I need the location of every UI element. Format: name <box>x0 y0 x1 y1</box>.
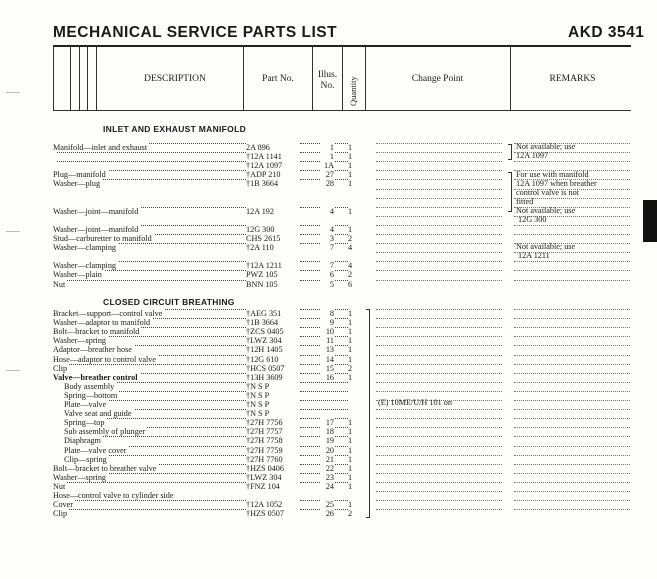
quantity: 1 <box>348 143 353 152</box>
part-number: †FNZ 104 <box>246 481 280 491</box>
table-row <box>0 161 657 170</box>
quantity: 2 <box>348 363 353 373</box>
remarks-line <box>514 327 630 328</box>
remarks-line <box>514 436 630 437</box>
part-number: †27H 7757 <box>246 427 283 437</box>
table-row <box>0 252 657 261</box>
part-number: †12A 1052 <box>246 500 283 510</box>
remark-bracket <box>508 144 512 160</box>
header-illus-line2: No. <box>320 81 335 91</box>
remarks-line <box>514 509 630 510</box>
change-point-line <box>376 161 502 162</box>
illustration-number: 11 <box>320 336 334 345</box>
part-number: †HCS 0507 <box>246 363 285 373</box>
change-point-line <box>376 509 502 510</box>
illustration-number: 4 <box>320 207 334 216</box>
quantity: 1 <box>348 454 353 464</box>
part-number: †N S P <box>246 400 270 409</box>
section-tab <box>643 200 657 242</box>
part-number: 2A 896 <box>246 143 270 152</box>
part-description: Hose—control valve to cylinder side <box>53 491 174 500</box>
remark-text: Not available; use <box>516 242 576 251</box>
remarks-line <box>514 225 630 226</box>
part-description: Sub assembly of plunger <box>64 427 146 437</box>
remarks-line <box>514 391 630 392</box>
part-number: †27H 7760 <box>246 454 283 464</box>
part-number: †LWZ 304 <box>246 472 282 482</box>
part-description: Plate—valve <box>64 400 107 409</box>
section-heading: INLET AND EXHAUST MANIFOLD <box>103 124 247 134</box>
illustration-number: 19 <box>320 436 334 445</box>
part-description: Bracket—support—control valve <box>53 309 163 318</box>
quantity: 1 <box>348 500 353 510</box>
change-point-line <box>376 436 502 437</box>
part-description: Valve seat and guide <box>64 409 132 419</box>
part-description: Washer—joint—manifold <box>53 224 139 234</box>
part-number: †ZCS 0405 <box>246 327 284 337</box>
illustration-number: 4 <box>320 225 334 234</box>
part-description: Washer—adaptor to manifold <box>53 318 151 328</box>
remarks-line <box>514 482 630 483</box>
part-description: Washer—clamping <box>53 243 117 253</box>
table-row <box>0 464 657 473</box>
table-row <box>0 355 657 364</box>
remarks-line <box>514 473 630 474</box>
part-number: †27H 7759 <box>246 445 283 455</box>
table-row <box>0 436 657 445</box>
dot-leader <box>57 482 246 483</box>
remarks-line <box>514 355 630 356</box>
change-point-line <box>376 473 502 474</box>
part-number: †2A 110 <box>246 243 274 253</box>
quantity: 1 <box>348 309 353 318</box>
part-description: Valve—breather control <box>53 372 138 382</box>
change-point-line <box>376 464 502 465</box>
quantity: 1 <box>348 206 353 216</box>
table-row <box>0 364 657 373</box>
quantity: 1 <box>348 472 353 482</box>
quantity: 6 <box>348 279 353 289</box>
illustration-number: 17 <box>320 418 334 427</box>
dot-leader <box>57 500 246 501</box>
table-row <box>0 427 657 436</box>
change-point-line <box>376 243 502 244</box>
part-description: Plug—manifold <box>53 170 106 180</box>
table-row <box>0 327 657 336</box>
section-heading: CLOSED CIRCUIT BREATHING <box>103 297 235 307</box>
quantity: 1 <box>348 463 353 473</box>
part-number: CHS 2615 <box>246 234 281 243</box>
remarks-line <box>514 345 630 346</box>
remarks-line <box>514 427 630 428</box>
table-row <box>0 446 657 455</box>
change-point-line <box>376 225 502 226</box>
illustration-number: 10 <box>320 327 334 336</box>
illustration-number: 1 <box>320 143 334 152</box>
part-number: †LWZ 304 <box>246 336 282 346</box>
remark-text: For use with manifold <box>516 170 589 179</box>
remark-text: 12A 1097 <box>516 151 549 160</box>
part-number: †N S P <box>246 409 270 419</box>
part-description: Spring—top <box>64 418 105 428</box>
illustration-number: 28 <box>320 179 334 188</box>
dot-leader <box>300 409 348 410</box>
illustration-number: 27 <box>320 170 334 179</box>
part-description: Hose—adaptor to control valve <box>53 354 156 364</box>
change-point-line <box>376 336 502 337</box>
table-row <box>0 382 657 391</box>
header-divider <box>96 47 97 110</box>
table-row <box>0 216 657 225</box>
header-divider <box>365 47 366 110</box>
illustration-number: 18 <box>320 427 334 436</box>
part-number: †12A 1141 <box>246 152 282 162</box>
table-row <box>0 509 657 518</box>
part-description: Stud—carburetter to manifold <box>53 234 152 243</box>
header-divider <box>70 47 71 110</box>
quantity: 4 <box>348 261 353 271</box>
part-description: Nut <box>53 279 66 289</box>
part-number: BNN 105 <box>246 279 278 289</box>
part-description: Bolt—bracket to breather valve <box>53 463 157 473</box>
change-point-text: (E) 10ME/U/H 101 on <box>378 398 452 407</box>
remarks-line <box>514 500 630 501</box>
change-point-line <box>376 491 502 492</box>
part-description: Clip <box>53 509 68 519</box>
change-point-line <box>376 364 502 365</box>
page-title: MECHANICAL SERVICE PARTS LIST <box>53 24 338 41</box>
change-point-line <box>376 409 502 410</box>
change-point-line <box>376 355 502 356</box>
header-divider <box>243 47 244 110</box>
remarks-line <box>514 373 630 374</box>
dot-leader <box>57 509 246 510</box>
remark-bracket <box>508 172 512 212</box>
quantity: 1 <box>348 354 353 364</box>
part-description: Manifold—inlet and exhaust <box>53 143 148 152</box>
remark-text: 12A 1097 when breather <box>516 179 597 188</box>
remarks-line <box>514 261 630 262</box>
header-description: DESCRIPTION <box>144 74 206 84</box>
dot-leader <box>300 382 348 383</box>
change-point-line <box>376 418 502 419</box>
part-description: Clip—spring <box>64 454 107 464</box>
part-number: †12A 1211 <box>246 261 282 271</box>
quantity: 1 <box>348 318 353 328</box>
remarks-line <box>514 464 630 465</box>
illustration-number: 8 <box>320 309 334 318</box>
change-point-line <box>376 327 502 328</box>
quantity: 1 <box>348 224 353 234</box>
change-point-line <box>376 391 502 392</box>
part-description: Nut <box>53 481 66 491</box>
remarks-line <box>514 270 630 271</box>
change-point-line <box>376 309 502 310</box>
part-number: †13H 3609 <box>246 372 283 382</box>
remark-text: fitted <box>516 197 534 206</box>
remark-text: Not available; use <box>516 142 576 151</box>
quantity: 1 <box>348 345 353 355</box>
illustration-number: 7 <box>320 243 334 252</box>
remark-text: 12G 300 <box>518 215 547 224</box>
header-bottom-rule <box>53 110 631 111</box>
change-point-line <box>376 482 502 483</box>
dot-leader <box>57 152 246 153</box>
part-description: Washer—clamping <box>53 261 117 271</box>
header-divider <box>510 47 511 110</box>
remark-text: 12A 1211 <box>518 251 550 260</box>
part-description: Adaptor—breather hose <box>53 345 132 355</box>
table-row <box>0 391 657 400</box>
part-description: Cover <box>53 500 74 510</box>
change-point-line <box>376 198 502 199</box>
table-row <box>0 473 657 482</box>
part-description: Body assembly <box>64 381 115 391</box>
table-row <box>0 152 657 161</box>
header-divider <box>87 47 88 110</box>
table-row <box>0 225 657 234</box>
part-number: †N S P <box>246 390 270 400</box>
change-point-line <box>376 500 502 501</box>
change-point-line <box>376 179 502 180</box>
illustration-number: 13 <box>320 345 334 354</box>
dot-leader <box>57 280 246 281</box>
remarks-line <box>514 318 630 319</box>
change-point-line <box>376 261 502 262</box>
illustration-number: 23 <box>320 473 334 482</box>
table-row <box>0 373 657 382</box>
table-row <box>0 261 657 270</box>
change-point-line <box>376 373 502 374</box>
remarks-line <box>514 400 630 401</box>
illustration-number: 26 <box>320 509 334 518</box>
table-row <box>0 345 657 354</box>
illustration-number: 15 <box>320 364 334 373</box>
illustration-number: 14 <box>320 355 334 364</box>
remarks-line <box>514 446 630 447</box>
illustration-number: 1A <box>320 161 334 170</box>
remark-text: Not available; use <box>516 206 576 215</box>
remark-text: control valve is not <box>516 188 579 197</box>
header-illus-no <box>313 70 342 92</box>
part-number: †N S P <box>246 381 270 391</box>
table-row <box>0 318 657 327</box>
part-number: †27H 7758 <box>246 436 283 446</box>
change-point-line <box>376 318 502 319</box>
quantity: 2 <box>348 270 353 280</box>
illustration-number: 20 <box>320 446 334 455</box>
part-description: Washer—plug <box>53 179 101 189</box>
quantity: 1 <box>348 170 353 180</box>
part-description: Washer—plain <box>53 270 102 280</box>
quantity: 1 <box>348 481 353 491</box>
part-number: †HZS 0406 <box>246 463 284 473</box>
part-number: PWZ 105 <box>246 270 278 280</box>
part-number: †AEG 351 <box>246 309 282 318</box>
change-point-line <box>376 455 502 456</box>
part-number: †12G 610 <box>246 354 279 364</box>
quantity: 1 <box>348 152 353 162</box>
remarks-line <box>514 455 630 456</box>
part-number: †27H 7756 <box>246 418 283 428</box>
illustration-number: 24 <box>320 482 334 491</box>
dot-leader <box>300 391 348 392</box>
table-row <box>0 418 657 427</box>
part-number: †1B 3664 <box>246 318 279 328</box>
illustration-number: 25 <box>320 500 334 509</box>
document-code: AKD 3541 <box>568 24 645 41</box>
quantity: 1 <box>348 427 353 437</box>
part-description: Clip <box>53 363 68 373</box>
change-point-line <box>376 170 502 171</box>
change-point-line <box>376 143 502 144</box>
change-point-line <box>376 280 502 281</box>
remarks-line <box>514 161 630 162</box>
part-number: †12A 1097 <box>246 161 283 171</box>
dot-leader <box>300 400 348 401</box>
header-divider <box>53 47 54 110</box>
remarks-line <box>514 409 630 410</box>
table-row <box>0 309 657 318</box>
remarks-line <box>514 309 630 310</box>
illustration-number: 21 <box>320 455 334 464</box>
quantity: 1 <box>348 418 353 428</box>
header-part-no: Part No. <box>262 74 294 84</box>
quantity: 1 <box>348 436 353 446</box>
header-change-point: Change Point <box>411 74 464 84</box>
change-point-line <box>376 270 502 271</box>
margin-mark <box>6 370 20 371</box>
part-description: Washer—joint—manifold <box>53 206 139 216</box>
change-point-line <box>376 234 502 235</box>
dot-leader <box>57 161 246 162</box>
margin-mark <box>6 92 20 93</box>
illustration-number: 6 <box>320 270 334 279</box>
quantity: 1 <box>348 372 353 382</box>
quantity: 2 <box>348 234 353 243</box>
change-point-line <box>376 152 502 153</box>
part-number: 12G 300 <box>246 224 275 234</box>
header-illus-line1: Illus. <box>317 70 338 80</box>
illustration-number: 9 <box>320 318 334 327</box>
change-point-line <box>376 427 502 428</box>
remarks-line <box>514 280 630 281</box>
remarks-line <box>514 234 630 235</box>
part-number: 12A 192 <box>246 206 274 216</box>
change-point-bracket <box>366 309 370 518</box>
quantity: 1 <box>348 327 353 337</box>
remarks-line <box>514 382 630 383</box>
part-description: Diaphragm <box>64 436 101 446</box>
change-point-line <box>376 446 502 447</box>
change-point-line <box>376 216 502 217</box>
part-description: Washer—spring <box>53 336 107 346</box>
remarks-line <box>514 491 630 492</box>
remarks-line <box>514 418 630 419</box>
illustration-number: 3 <box>320 234 334 243</box>
part-description: Bolt—bracket to manifold <box>53 327 140 337</box>
table-row <box>0 482 657 491</box>
quantity: 1 <box>348 445 353 455</box>
quantity: 2 <box>348 509 353 519</box>
illustration-number: 7 <box>320 261 334 270</box>
table-row <box>0 409 657 418</box>
header-quantity: Quantity <box>348 76 358 106</box>
part-description: Plate—valve cover <box>64 445 127 455</box>
table-row <box>0 336 657 345</box>
dot-leader <box>57 364 246 365</box>
change-point-line <box>376 382 502 383</box>
illustration-number: 1 <box>320 152 334 161</box>
table-row <box>0 500 657 509</box>
header-remarks: REMARKS <box>549 74 596 84</box>
remarks-line <box>514 336 630 337</box>
quantity: 1 <box>348 161 353 171</box>
change-point-line <box>376 345 502 346</box>
part-description: Spring—bottom <box>64 390 118 400</box>
margin-mark <box>6 231 20 232</box>
table-row <box>0 491 657 500</box>
quantity: 4 <box>348 243 353 253</box>
table-row <box>0 270 657 279</box>
part-number: †HZS 0507 <box>246 509 284 519</box>
table-row <box>0 400 657 409</box>
change-point-line <box>376 252 502 253</box>
header-divider <box>342 47 343 110</box>
change-point-line <box>376 207 502 208</box>
table-row <box>0 455 657 464</box>
quantity: 1 <box>348 179 353 189</box>
remarks-line <box>514 364 630 365</box>
header-divider <box>79 47 80 110</box>
part-description: Washer—spring <box>53 472 107 482</box>
illustration-number: 5 <box>320 280 334 289</box>
part-number: †1B 3664 <box>246 179 279 189</box>
quantity: 1 <box>348 336 353 346</box>
illustration-number: 22 <box>320 464 334 473</box>
part-number: †12H 1405 <box>246 345 283 355</box>
table-row <box>0 280 657 289</box>
illustration-number: 16 <box>320 373 334 382</box>
part-number: †ADP 210 <box>246 170 281 180</box>
change-point-line <box>376 189 502 190</box>
